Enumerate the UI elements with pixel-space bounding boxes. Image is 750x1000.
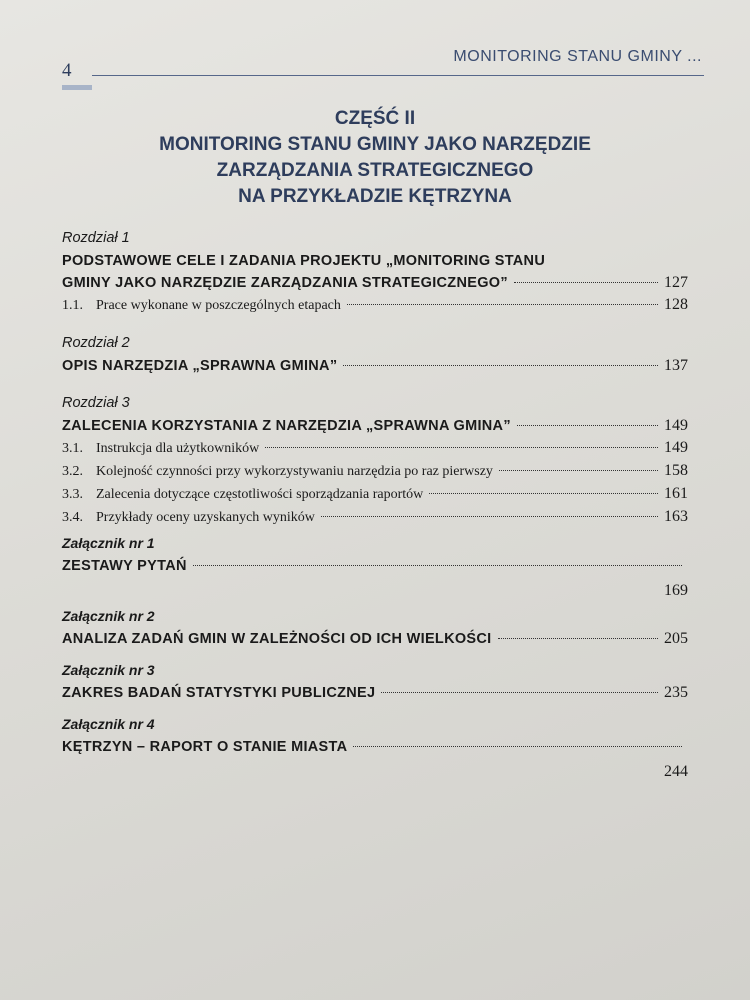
toc-item-3-2[interactable] <box>62 460 688 483</box>
attachment-3-entry[interactable] <box>62 682 688 704</box>
item-text: Kolejność czynności przy wykorzystywaniu narzędzia po raz pierwszy <box>96 464 493 479</box>
item-text: Przykłady oceny uzyskanych wyników <box>96 510 315 525</box>
item-number: 3.3. <box>62 487 83 502</box>
dot-leader <box>517 425 658 426</box>
item-text: Instrukcja dla użytkowników <box>96 441 260 456</box>
attachment-1-page: 169 <box>664 582 688 599</box>
chapter-2-entry[interactable] <box>62 355 688 377</box>
attachment-1-entry[interactable] <box>62 555 688 577</box>
item-page: 163 <box>664 508 688 525</box>
item-page: 158 <box>664 462 688 479</box>
chapter-1-label: Rozdział 1 <box>62 230 130 246</box>
dot-leader <box>347 304 658 305</box>
attachment-2-page: 205 <box>664 630 688 647</box>
toc-item-1-1[interactable] <box>62 294 688 317</box>
part-title-line-2: ZARZĄDZANIA STRATEGICZNEGO <box>216 160 534 181</box>
chapter-3-title: ZALECENIA KORZYSTANIA Z NARZĘDZIA „SPRAWNA GMINA” <box>62 418 511 434</box>
dot-leader <box>343 365 658 366</box>
item-number: 1.1. <box>62 298 83 313</box>
attachment-4-entry[interactable] <box>62 736 688 758</box>
chapter-2-title: OPIS NARZĘDZIA „SPRAWNA GMINA” <box>62 358 338 374</box>
chapter-1-title-line-1: PODSTAWOWE CELE I ZADANIA PROJEKTU „MONITORING STANU <box>62 253 546 269</box>
chapter-3-entry[interactable] <box>62 415 688 437</box>
table-of-contents <box>62 216 688 785</box>
part-number: CZĘŚĆ II <box>334 108 416 129</box>
dot-leader <box>265 447 658 448</box>
attachment-3-page: 235 <box>664 684 688 701</box>
chapter-1-page: 127 <box>664 274 688 291</box>
dot-leader <box>499 470 658 471</box>
chapter-3-page: 149 <box>664 417 688 434</box>
item-page: 149 <box>664 439 688 456</box>
chapter-2-label: Rozdział 2 <box>62 335 130 351</box>
attachment-3-label: Załącznik nr 3 <box>62 662 155 678</box>
item-number: 3.2. <box>62 464 83 479</box>
page-number: 4 <box>62 60 72 81</box>
attachment-1-label: Załącznik nr 1 <box>62 535 155 551</box>
chapter-2-page: 137 <box>664 357 688 374</box>
toc-item-3-1[interactable] <box>62 437 688 460</box>
part-title-line-3: NA PRZYKŁADZIE KĘTRZYNA <box>238 186 512 207</box>
part-heading <box>0 106 750 210</box>
chapter-1-entry[interactable] <box>62 272 688 294</box>
part-title-line-1: MONITORING STANU GMINY JAKO NARZĘDZIE <box>159 134 591 155</box>
item-number: 3.1. <box>62 441 83 456</box>
header-mark <box>62 85 92 90</box>
attachment-2-title: ANALIZA ZADAŃ GMIN W ZALEŻNOŚCI OD ICH WIELKOŚCI <box>62 631 492 647</box>
item-text: Prace wykonane w poszczególnych etapach <box>96 298 341 313</box>
attachment-2-entry[interactable] <box>62 628 688 650</box>
attachment-4-label: Załącznik nr 4 <box>62 716 155 732</box>
dot-leader <box>321 516 658 517</box>
dot-leader <box>193 565 682 566</box>
attachment-3-title: ZAKRES BADAŃ STATYSTYKI PUBLICZNEJ <box>62 685 376 701</box>
header-rule <box>92 75 704 76</box>
toc-item-3-4[interactable] <box>62 506 688 529</box>
attachment-4-page: 244 <box>664 763 688 780</box>
dot-leader <box>498 638 659 639</box>
attachment-1-page-row <box>62 577 688 604</box>
item-page: 161 <box>664 485 688 502</box>
attachment-1-title: ZESTAWY PYTAŃ <box>62 558 187 574</box>
dot-leader <box>429 493 658 494</box>
dot-leader <box>514 282 658 283</box>
item-text: Zalecenia dotyczące częstotliwości sporządzania raportów <box>96 487 424 502</box>
item-page: 128 <box>664 296 688 313</box>
running-head: MONITORING STANU GMINY ... <box>453 48 702 65</box>
toc-item-3-3[interactable] <box>62 483 688 506</box>
attachment-4-title: KĘTRZYN – RAPORT O STANIE MIASTA <box>62 739 348 755</box>
chapter-1-title-line-2: GMINY JAKO NARZĘDZIE ZARZĄDZANIA STRATEGICZNEGO” <box>62 275 508 291</box>
dot-leader <box>381 692 658 693</box>
attachment-2-label: Załącznik nr 2 <box>62 608 155 624</box>
chapter-3-label: Rozdział 3 <box>62 395 130 411</box>
dot-leader <box>353 746 682 747</box>
item-number: 3.4. <box>62 510 83 525</box>
attachment-4-page-row <box>62 758 688 785</box>
